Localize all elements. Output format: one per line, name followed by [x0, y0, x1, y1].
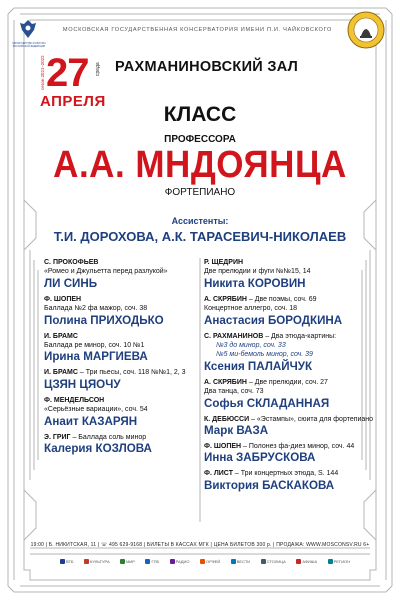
program-work [204, 267, 374, 276]
program-work [204, 378, 374, 387]
hall-name: РАХМАНИНОВСКИЙ ЗАЛ [115, 59, 299, 75]
professor-label: ПРОФЕССОРА [164, 134, 236, 145]
sponsor-mark-icon [120, 559, 125, 564]
program-work [204, 332, 374, 341]
program-right-column [204, 258, 374, 497]
sponsor-name: ОРФЕЙ [205, 559, 221, 564]
work-title: – Три пьесы, соч. 118 №№1, 2, 3 [77, 369, 186, 377]
performer-name: Анаит КАЗАРЯН [44, 414, 138, 428]
class-heading: КЛАСС [163, 103, 237, 126]
sponsor-logo [200, 559, 220, 564]
ministry-emblem-icon [18, 18, 38, 42]
performer-name: ЛИ СИНЬ [44, 276, 98, 290]
conservatory-seal-icon [346, 10, 386, 50]
sponsor-mark-icon [60, 559, 65, 564]
program-entry [204, 258, 374, 291]
program-work [204, 295, 374, 304]
sponsor-mark-icon [200, 559, 205, 564]
assistants-names: Т.И. ДОРОХОВА, А.К. ТАРАСЕВИЧ-НИКОЛАЕВ [53, 229, 347, 244]
composer-name: К. ДЕБЮССИ [204, 415, 250, 423]
sponsor-logos [60, 559, 350, 564]
program-entry [44, 332, 214, 365]
sponsor-mark-icon [261, 559, 266, 564]
sponsor-mark-icon [328, 559, 333, 564]
program-work [44, 368, 214, 377]
sponsor-logo [120, 559, 135, 564]
program-work [44, 295, 214, 304]
composer-name: С. ПРОКОФЬЕВ [44, 259, 99, 266]
composer-name: Э. ГРИГ [44, 433, 71, 441]
sponsor-mark-icon [84, 559, 89, 564]
sponsor-name: АФИША [302, 559, 318, 564]
composer-name: С. РАХМАНИНОВ [204, 332, 264, 340]
composer-name: А. СКРЯБИН [204, 295, 247, 303]
work-title: «Ромео и Джульетта перед разлукой» [44, 268, 168, 276]
program-entry [44, 433, 214, 456]
sponsor-name: КУЛЬТУРА [89, 559, 110, 564]
sponsor-name: РАДИО [175, 559, 190, 564]
work-title: – Баллада соль минор [70, 433, 147, 441]
composer-name: А. СКРЯБИН [204, 378, 247, 386]
program-work [204, 442, 374, 451]
performer-name: Полина ПРИХОДЬКО [44, 313, 164, 327]
sponsor-logo [170, 559, 190, 564]
professor-name: А.А. МНДОЯНЦА [53, 143, 347, 186]
sponsor-logo [60, 559, 73, 564]
composer-name: И. БРАМС [44, 332, 78, 340]
sponsor-name: РЕГИОН [333, 559, 350, 564]
composer-name: Ф. МЕНДЕЛЬСОН [44, 396, 105, 404]
composer-name: Ф. ШОПЕН [204, 443, 242, 451]
sponsor-logo [261, 559, 286, 564]
performer-name: Калерия КОЗЛОВА [44, 442, 152, 456]
sponsor-name: ВТБ [66, 559, 74, 564]
footer-info: 19:00 | Б. НИКИТСКАЯ, 11 | ☏ 495 629-9168 | БИЛЕТЫ В КАССАХ МГК | ЦЕНА БИЛЕТОВ 300 р. | ПРОДАЖА: WWW.MOSCONSV.RU 6+ [30, 542, 370, 548]
performer-name: Ирина МАРГИЕВА [44, 350, 148, 364]
performer-name: Ксения ПАЛАЙЧУК [204, 359, 313, 373]
sponsor-logo [296, 559, 317, 564]
work-title: Два танца, соч. 73 [204, 388, 264, 396]
sponsor-name: СТОЛИЦА [266, 559, 286, 564]
program-work [204, 415, 374, 424]
sponsor-name: ГПБ [151, 559, 160, 564]
work-title: Баллада №2 фа мажор, соч. 38 [44, 305, 148, 313]
performer-name: Инна ЗАБРУСКОВА [204, 451, 316, 465]
work-title: «Серьёзные вариации», соч. 54 [44, 406, 148, 414]
program-work [204, 387, 374, 396]
program-work [44, 433, 214, 442]
ministry-caption: МИНИСТЕРСТВО КУЛЬТУРЫ РОССИЙСКОЙ ФЕДЕРАЦИИ [12, 42, 46, 48]
work-title: Концертное аллегро, соч. 18 [204, 305, 298, 313]
program-entry [204, 332, 374, 374]
program-work [44, 341, 214, 350]
program-work [44, 304, 214, 313]
work-detail: №3 до минор, соч. 33 [216, 342, 286, 350]
work-title: Две прелюдии и фуги №№15, 14 [204, 268, 311, 276]
program-entry [204, 415, 374, 438]
performer-name: Никита КОРОВИН [204, 276, 306, 290]
work-title: – Две прелюдии, соч. 27 [246, 378, 328, 386]
work-title: – «Эстампы», сюита для фортепиано [249, 415, 374, 423]
program-work [44, 332, 214, 341]
composer-name: Ф. ШОПЕН [44, 295, 82, 303]
program-work [204, 304, 374, 313]
program-work [44, 258, 214, 267]
composer-name: И. БРАМС [44, 369, 78, 377]
sponsor-logo [145, 559, 159, 564]
sponsor-mark-icon [170, 559, 175, 564]
work-title: – Полонез фа-диез минор, соч. 44 [241, 443, 355, 451]
program-entry [44, 295, 214, 328]
program-entry [44, 368, 214, 391]
assistants-label: Ассистенты: [171, 216, 229, 226]
program-work [44, 405, 214, 414]
sponsor-logo [84, 559, 110, 564]
program-work [204, 258, 374, 267]
performer-name: Марк ВАЗА [204, 424, 269, 438]
performer-name: Анастасия БОРОДКИНА [204, 313, 343, 327]
season-label: сезон 2021–2022 [40, 55, 45, 90]
composer-name: Р. ЩЕДРИН [204, 259, 244, 266]
work-title: – Две поэмы, соч. 69 [246, 295, 317, 303]
date-month: АПРЕЛЯ [40, 93, 106, 110]
work-title: – Два этюда-картины: [263, 332, 337, 340]
work-title: Баллада ре минор, соч. 10 №1 [44, 342, 145, 350]
work-detail: №5 ми-бемоль минор, соч. 39 [216, 351, 313, 359]
program-entry [204, 378, 374, 411]
composer-name: Ф. ЛИСТ [204, 470, 233, 478]
conservatory-name: МОСКОВСКАЯ ГОСУДАРСТВЕННАЯ КОНСЕРВАТОРИЯ ИМЕНИ П.И. ЧАЙКОВСКОГО [62, 27, 333, 33]
work-title: – Три концертных этюда, S. 144 [232, 470, 339, 478]
program-entry [204, 295, 374, 328]
sponsor-logo [231, 559, 250, 564]
program-work [204, 469, 374, 478]
sponsor-mark-icon [231, 559, 236, 564]
program-entry [44, 396, 214, 429]
sponsor-logo [328, 559, 350, 564]
performer-name: ЦЗЯН ЦЯОЧУ [44, 377, 121, 391]
sponsor-mark-icon [296, 559, 301, 564]
program-work [44, 396, 214, 405]
program-work [44, 267, 214, 276]
program-entry [44, 258, 214, 291]
sponsor-name: МИР [126, 559, 135, 564]
program-entry [204, 469, 374, 492]
program-left-column [44, 258, 214, 460]
instrument-label: ФОРТЕПИАНО [164, 187, 236, 198]
sponsor-name: ВЕСТИ [236, 559, 251, 564]
performer-name: Виктория БАСКАКОВА [204, 478, 335, 492]
date-weekday: среда [95, 62, 101, 76]
sponsor-mark-icon [145, 559, 150, 564]
program-entry [204, 442, 374, 465]
performer-name: Софья СКЛАДАННАЯ [204, 396, 330, 410]
date-day: 27 [46, 51, 89, 95]
